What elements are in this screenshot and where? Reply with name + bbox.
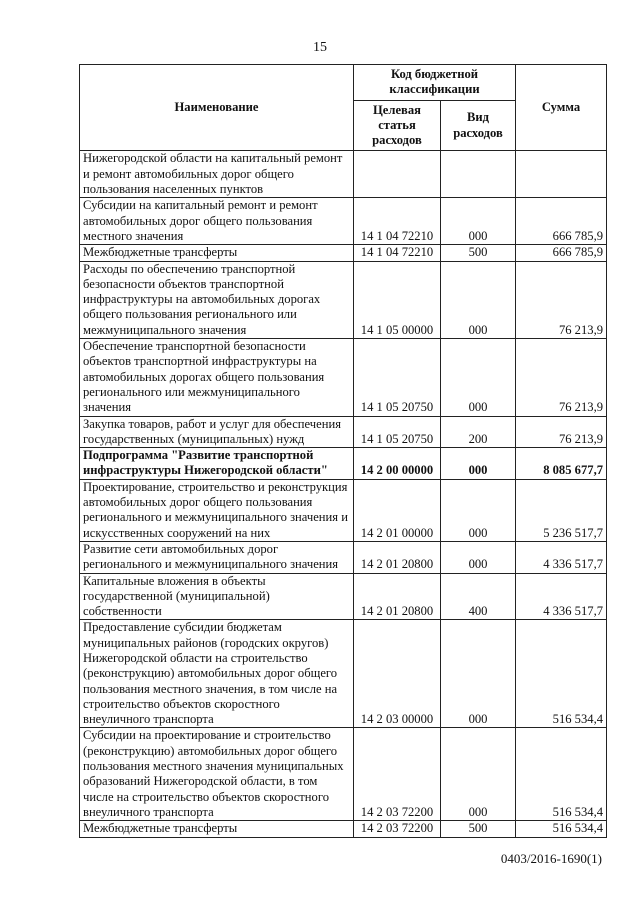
row-sum-cell: 76 213,9 xyxy=(516,261,607,338)
header-row-top xyxy=(80,65,607,101)
row-code-cell: 14 2 01 00000 xyxy=(354,479,441,541)
row-type-cell: 000 xyxy=(441,728,516,821)
row-type-cell: 500 xyxy=(441,245,516,261)
row-code-cell: 14 2 01 20800 xyxy=(354,541,441,573)
row-name-cell: Межбюджетные трансферты xyxy=(80,821,354,837)
row-sum-cell: 4 336 517,7 xyxy=(516,541,607,573)
table-row xyxy=(80,261,607,338)
row-code-cell: 14 1 05 00000 xyxy=(354,261,441,338)
row-type-cell: 000 xyxy=(441,261,516,338)
row-type-cell: 000 xyxy=(441,479,516,541)
row-name-cell: Закупка товаров, работ и услуг для обеспечения государственных (муниципальных) нужд xyxy=(80,416,354,448)
header-sum: Сумма xyxy=(516,65,607,151)
row-code-cell: 14 2 03 72200 xyxy=(354,821,441,837)
row-code-cell: 14 1 04 72210 xyxy=(354,245,441,261)
row-code-cell: 14 2 03 00000 xyxy=(354,620,441,728)
row-type-cell xyxy=(441,151,516,198)
row-name-cell: Проектирование, строительство и реконструкция автомобильных дорог общего пользования регионального и межмуниципального значения и искусственных сооружений на них xyxy=(80,479,354,541)
row-name-cell: Предоставление субсидии бюджетам муниципальных районов (городских округов) Нижегородской области на строительство (реконструкцию) автомобильных дорог общего пользования местного значения, в том числе на строительство объектов скоростного внеуличного транспорта xyxy=(80,620,354,728)
table-row xyxy=(80,479,607,541)
row-name-cell: Капитальные вложения в объекты государственной (муниципальной) собственности xyxy=(80,573,354,620)
row-sum-cell: 4 336 517,7 xyxy=(516,573,607,620)
row-name-cell: Субсидии на капитальный ремонт и ремонт автомобильных дорог общего пользования местного значения xyxy=(80,198,354,245)
header-name: Наименование xyxy=(80,65,354,151)
row-code-cell: 14 2 03 72200 xyxy=(354,728,441,821)
table-row xyxy=(80,245,607,261)
row-type-cell: 000 xyxy=(441,339,516,416)
row-sum-cell: 76 213,9 xyxy=(516,416,607,448)
table-row xyxy=(80,620,607,728)
row-type-cell: 000 xyxy=(441,448,516,480)
table-row xyxy=(80,448,607,480)
row-sum-cell: 5 236 517,7 xyxy=(516,479,607,541)
row-name-cell: Развитие сети автомобильных дорог регионального и межмуниципального значения xyxy=(80,541,354,573)
row-code-cell: 14 2 01 20800 xyxy=(354,573,441,620)
table-row xyxy=(80,573,607,620)
table-row xyxy=(80,821,607,837)
row-name-cell: Подпрограмма "Развитие транспортной инфраструктуры Нижегородской области" xyxy=(80,448,354,480)
table-row xyxy=(80,541,607,573)
row-type-cell: 000 xyxy=(441,198,516,245)
row-type-cell: 400 xyxy=(441,573,516,620)
row-sum-cell xyxy=(516,151,607,198)
row-code-cell: 14 1 04 72210 xyxy=(354,198,441,245)
table-row xyxy=(80,198,607,245)
row-code-cell: 14 1 05 20750 xyxy=(354,416,441,448)
row-type-cell: 500 xyxy=(441,821,516,837)
table-body xyxy=(80,151,607,837)
row-sum-cell: 76 213,9 xyxy=(516,339,607,416)
row-sum-cell: 666 785,9 xyxy=(516,198,607,245)
table-row xyxy=(80,416,607,448)
row-name-cell: Межбюджетные трансферты xyxy=(80,245,354,261)
row-sum-cell: 516 534,4 xyxy=(516,821,607,837)
row-sum-cell: 8 085 677,7 xyxy=(516,448,607,480)
header-type: Вид расходов xyxy=(441,100,516,151)
row-sum-cell: 666 785,9 xyxy=(516,245,607,261)
table-row xyxy=(80,339,607,416)
row-name-cell: Обеспечение транспортной безопасности объектов транспортной инфраструктуры на автомобильных дорогах общего пользования регионального или межмуниципального значения xyxy=(80,339,354,416)
row-name-cell: Расходы по обеспечению транспортной безопасности объектов транспортной инфраструктуры на автомобильных дорогах общего пользования регионального или межмуниципального значения xyxy=(80,261,354,338)
header-code-group: Код бюджетной классификации xyxy=(354,65,516,101)
row-sum-cell: 516 534,4 xyxy=(516,620,607,728)
document-number: 0403/2016-1690(1) xyxy=(500,851,602,866)
row-code-cell: 14 2 00 00000 xyxy=(354,448,441,480)
row-name-cell: Субсидии на проектирование и строительство (реконструкцию) автомобильных дорог общего пользования местного значения муниципальных образований Нижегородской области, в том числе на строительство объектов скоростного внеуличного транспорта xyxy=(80,728,354,821)
page-number: 15 xyxy=(313,40,327,55)
row-code-cell xyxy=(354,151,441,198)
table-row xyxy=(80,728,607,821)
budget-table xyxy=(79,64,607,838)
row-sum-cell: 516 534,4 xyxy=(516,728,607,821)
table-row xyxy=(80,151,607,198)
header-target: Целевая статья расходов xyxy=(354,100,441,151)
row-code-cell: 14 1 05 20750 xyxy=(354,339,441,416)
table-header xyxy=(80,65,607,151)
row-type-cell: 200 xyxy=(441,416,516,448)
row-type-cell: 000 xyxy=(441,620,516,728)
row-name-cell: Нижегородской области на капитальный ремонт и ремонт автомобильных дорог общего пользования населенных пунктов xyxy=(80,151,354,198)
row-type-cell: 000 xyxy=(441,541,516,573)
